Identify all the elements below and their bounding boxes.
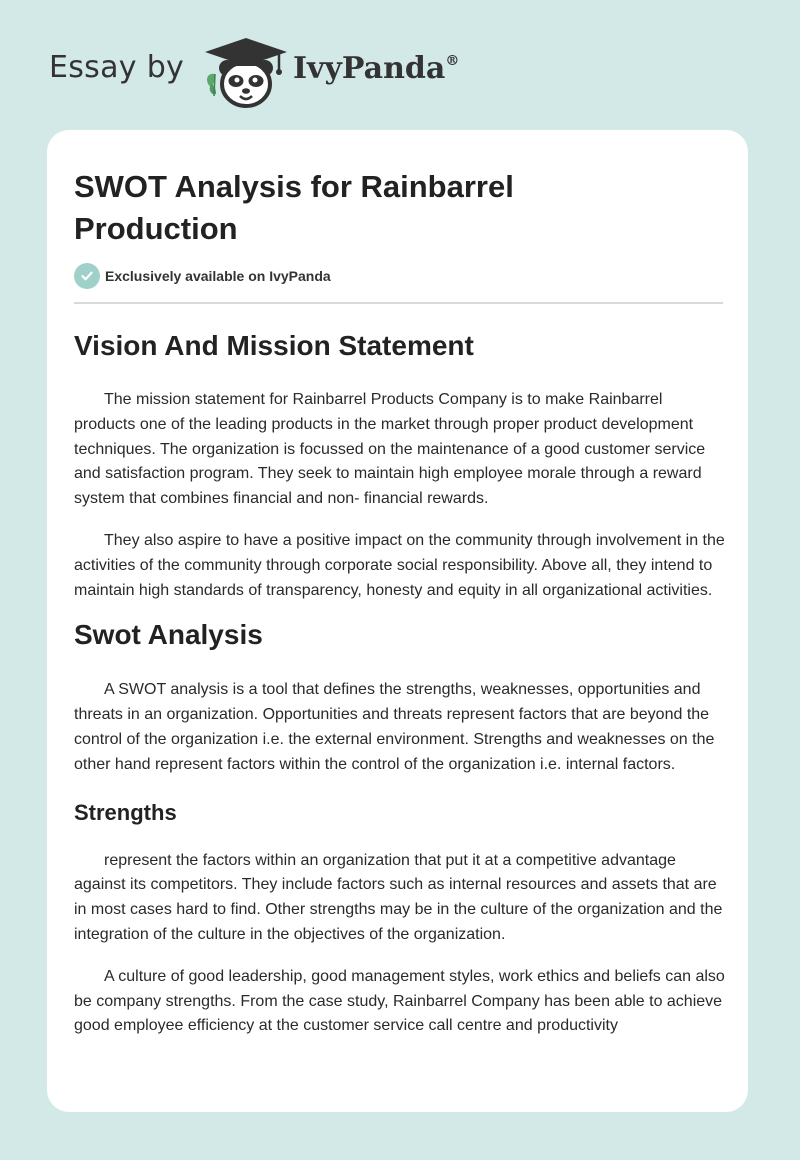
section-heading-swot-analysis: Swot Analysis xyxy=(74,619,263,651)
paragraph: The mission statement for Rainbarrel Products Company is to make Rainbarrel products one of the leading products in the market through proper product development techniques. The organization is focussed on the maintenance of a good customer service and satisfaction program. They seek to maintain high employee morale through a reward system that combines financial and non- financial rewards. xyxy=(74,391,706,508)
brand-name: IvyPanda xyxy=(293,51,446,86)
subsection-heading-strengths: Strengths xyxy=(74,799,177,825)
title-divider xyxy=(74,302,723,304)
article-card xyxy=(47,130,748,1112)
site-header xyxy=(0,0,800,130)
brand-logo-text[interactable] xyxy=(293,51,459,86)
badge-text: Exclusively available on IvyPanda xyxy=(105,268,331,284)
section-heading-vision-mission: Vision And Mission Statement xyxy=(74,330,474,361)
check-icon xyxy=(74,263,100,289)
paragraph: A SWOT analysis is a tool that defines the strengths, weaknesses, opportunities and threats in an organization. Opportunities and threats represent factors that are beyond the control of the organization i.e. the external environment. Strengths and weaknesses on the other hand represent factors within the control of the organization i.e. internal factors. xyxy=(74,681,715,773)
article-body xyxy=(74,322,728,1039)
registered-mark: ® xyxy=(445,53,460,69)
exclusive-badge xyxy=(74,263,331,289)
paragraph: A culture of good leadership, good management styles, work ethics and beliefs can also be company strengths. From the case study, Rainbarrel Company has been able to achieve good employee efficiency at the customer service call centre and productivity xyxy=(74,967,725,1035)
paragraph: They also aspire to have a positive impact on the community through involvement in the activities of the community through corporate social responsibility. Above all, they intend to maintain high standards of transparency, honesty and equity in all organizational activities. xyxy=(74,531,725,599)
essay-by-label: Essay by xyxy=(49,50,185,85)
paragraph: represent the factors within an organization that put it at a competitive advantage against its competitors. They include factors such as internal resources and assets that are in most cases hard to find. Other strengths may be in the culture of the organization and the integration of the culture in the objectives of the organization. xyxy=(74,851,723,943)
panda-graduate-icon[interactable] xyxy=(203,36,289,108)
article-title: SWOT Analysis for Rainbarrel Production xyxy=(74,169,514,246)
